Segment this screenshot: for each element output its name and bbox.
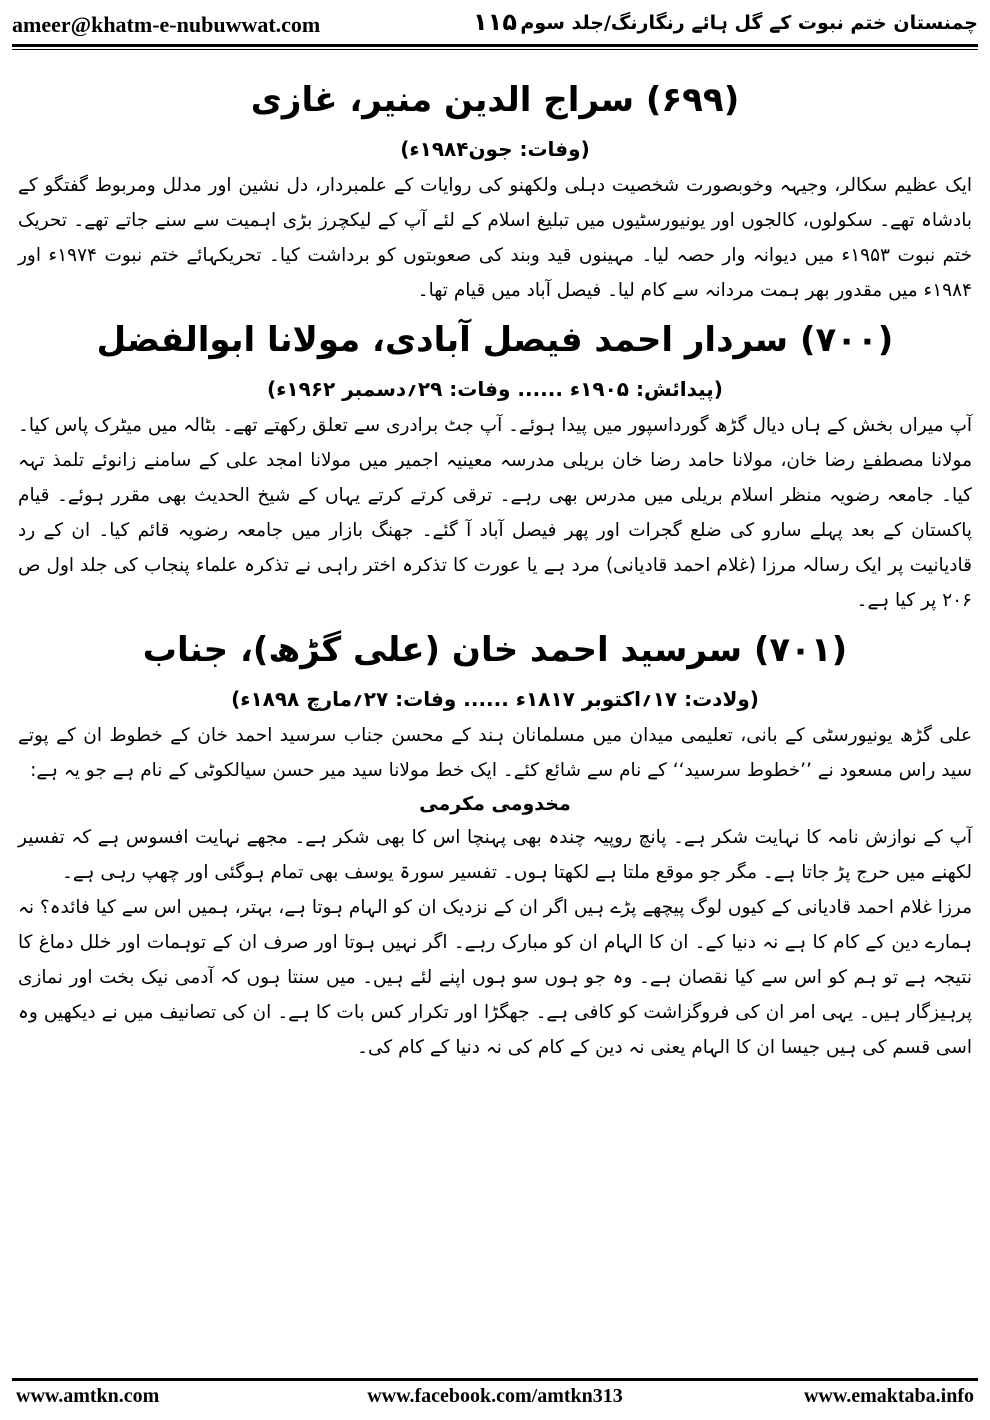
entry-intro: علی گڑھ یونیورسٹی کے بانی، تعلیمی میدان میں مسلمانان ہند کے محسن جناب سرسید احمد خان کے خطوط ان کے پوتے سید راس مسعود نے ’’خطوط سرسید‘‘ کے نام سے شائع کئے۔ ایک خط مولانا سید میر حسن سیالکوٹی کے نام ہے جو یہ ہے: [18,725,972,781]
page-number: ۱۱۵ [473,8,517,36]
entry-paragraph: ایک عظیم سکالر، وجیہہ وخوبصورت شخصیت دہلی ولکھنو کی روایات کے علمبردار، دل نشین اور مدلل ومربوط گفتگو کے بادشاہ تھے۔ سکولوں، کالجوں اور یونیورسٹیوں میں تبلیغ اسلام کے لئے آپ کے لیکچرز بڑی اہمیت سے سنے جاتے تھے۔ تحریک ختم نبوت ۱۹۵۳ء میں دیوانہ وار حصہ لیا۔ مہینوں قید وبند کی صعوبتوں کو برداشت کیا۔ تحریکہائے ختم نبوت ۱۹۷۴ء اور ۱۹۸۴ء میں مقدور بھر ہمت مردانہ سے کام لیا۔ فیصل آباد میں قیام تھا۔ [18,175,973,301]
footer-link-emaktaba[interactable]: www.emaktaba.info [803,1385,974,1407]
header-rule-thin [12,49,978,50]
footer-link-facebook[interactable]: www.facebook.com/amtkn313 [367,1385,623,1407]
entry-title: (۷۰۰) سردار احمد فیصل آبادی، مولانا ابوالفضل [96,320,894,360]
header-rule [12,44,978,47]
page-content [18,70,972,1065]
entry-title: (۷۰۱) سرسید احمد خان (علی گڑھ)، جناب [142,630,848,670]
footer-rule [12,1378,978,1381]
letter-paragraph: مرزا غلام احمد قادیانی کے کیوں لوگ پیچھے پڑے ہیں اگر ان کے نزدیک ان کو الہام ہوتا ہے، بہتر، ہمیں اس سے کیا فائدہ؟ نہ ہمارے دین کے کام کا ہے نہ دنیا کے۔ ان کا الہام ان کو مبارک رہے۔ اگر نہیں ہوتا اور صرف ان کے توہمات اور خلل دماغ کا نتیجہ ہے تو ہم کو اس سے کیا نقصان ہے۔ وہ جو ہوں سو ہوں اپنے لئے ہیں۔ میں سنتا ہوں کہ آدمی نیک بخت اور نمازی پرہیزگار ہیں۔ یہی امر ان کی فروگزاشت کو کافی ہے۔ جھگڑا اور تکرار کس بات کا ہے۔ ان کی تصانیف میں نے دیکھیں وہ اسی قسم کی ہیں جیسا ان کا الہام یعنی نہ دین کے کام کی نہ دنیا کے کام کی۔ [18,897,972,1058]
footer-link-amtkn[interactable]: www.amtkn.com [16,1385,160,1407]
letter-paragraph: آپ کے نوازش نامہ کا نہایت شکر ہے۔ پانچ روپیہ چندہ بھی پہنچا اس کا بھی شکر ہے۔ مجھے نہایت افسوس ہے کہ تفسیر لکھنے میں حرج پڑ جاتا ہے۔ مگر جو موقع ملتا ہے لکھتا ہوں۔ تفسیر سورۃ یوسف بھی تمام ہوگئی اور چھپ رہی ہے۔ [18,827,972,883]
page-header [12,8,978,42]
entry-dates: (وفات: جون۱۹۸۴ء) [400,137,590,161]
entry-title: (۶۹۹) سراج الدین منیر، غازی [250,80,740,120]
entry-paragraph: آپ میراں بخش کے ہاں دیال گڑھ گورداسپور میں پیدا ہوئے۔ آپ جٹ برادری سے تعلق رکھتے تھے۔ بٹالہ میں میٹرک پاس کیا۔ مولانا مصطفےٰ رضا خان، مولانا حامد رضا خان بریلی مدرسہ معینیہ اجمیر میں مولانا امجد علی کے سامنے زانوئے تلمذ تہہ کیا۔ جامعہ رضویہ منظر اسلام بریلی میں مدرس بھی رہے۔ ترقی کرتے کرتے یہاں کے شیخ الحدیث بھی مقرر ہوئے۔ قیام پاکستان کے بعد پہلے سارو کی ضلع گجرات اور پھر فیصل آباد آ گئے۔ جھنگ بازار میں جامعہ رضویہ قائم کیا۔ ان کے رد قادیانیت پر ایک رسالہ مرزا (غلام احمد قادیانی) مرد ہے یا عورت کا تذکرہ اختر راہی نے تذکرہ علماء پنجاب کی جلد اول ص ۲۰۶ پر کیا ہے۔ [18,415,972,611]
entry-dates: (ولادت: ۱۷؍اکتوبر ۱۸۱۷ء ...... وفات: ۲۷؍مارچ ۱۸۹۸ء) [231,687,759,711]
letter-salutation: مخدومی مکرمی [419,793,571,815]
page-footer [16,1385,974,1413]
entry-dates: (پیدائش: ۱۹۰۵ء ...... وفات: ۲۹؍دسمبر ۱۹۶۲ء) [267,377,723,401]
header-book-title: چمنستان ختم نبوت کے گل ہائے رنگارنگ/جلد سوم [520,12,978,34]
header-email: ameer@khatm-e-nubuwwat.com [12,12,321,37]
